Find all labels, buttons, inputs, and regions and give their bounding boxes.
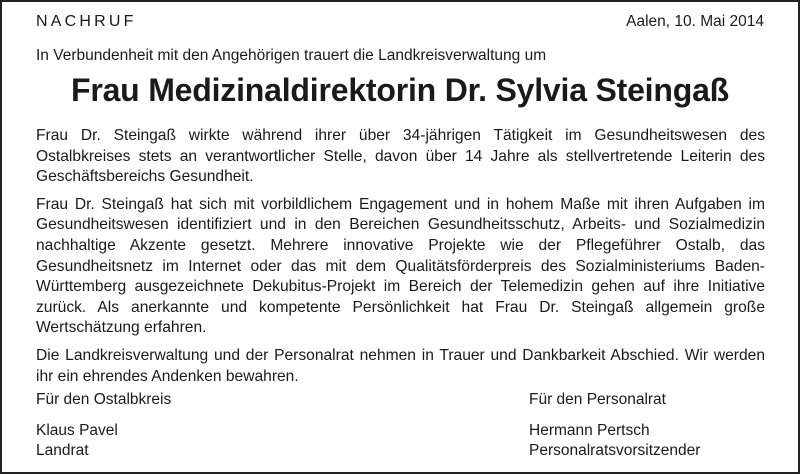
signature-block-right [529, 390, 700, 462]
body-text [36, 126, 765, 394]
paragraph-achievements: Frau Dr. Steingaß hat sich mit vorbildlichem Engagement und in hohem Maße mit ihren Aufgaben im Gesundheitswesen identifiziert und in den Bereichen Gesundheitsschutz, Arbeits- und Sozialmedizin nachhaltige Akzente gesetzt. Mehrere innovative Projekte wie der Pflegeführer Ostalb, das Gesundheitsnetz im Internet oder das mit dem Qualitätsförderpreis des Sozialministeriums Baden-Württemberg ausgezeichnete Dekubitus-Projekt im Bereich der Telemedizin gehen auf ihre Initiative zurück. Als anerkannte und kompetente Persönlichkeit hat Frau Dr. Steingaß allgemein große Wertschätzung erfahren. [36, 195, 765, 337]
signature-title: Personalratsvorsitzender [529, 442, 701, 460]
signature-role: Für den Ostalbkreis [36, 391, 172, 408]
intro-line: In Verbundenheit mit den Angehörigen trauert die Landkreisverwaltung um [36, 47, 547, 64]
signature-title: Landrat [36, 442, 89, 460]
signature-role: Für den Personalrat [529, 391, 666, 408]
paragraph-career: Frau Dr. Steingaß wirkte während ihrer über 34-jährigen Tätigkeit im Gesundheitswesen des Ostalbkreises stets an verantwortlicher Stelle, davon über 14 Jahre als stellvertretende Leiterin des Geschäftsbereichs Gesundheit. [36, 127, 765, 186]
signature-name: Hermann Pertsch [529, 421, 650, 439]
place-date: Aalen, 10. Mai 2014 [626, 13, 764, 30]
signature-name: Klaus Pavel [36, 421, 118, 439]
deceased-name: Frau Medizinaldirektorin Dr. Sylvia Steingaß [70, 72, 730, 108]
signature-block-left [36, 390, 171, 462]
header-row [36, 13, 764, 31]
notice-kicker: NACHRUF [36, 13, 137, 30]
paragraph-farewell: Die Landkreisverwaltung und der Personalrat nehmen in Trauer und Dankbarkeit Abschied. Wir werden ihr ein ehrendes Andenken bewahren. [36, 346, 765, 385]
